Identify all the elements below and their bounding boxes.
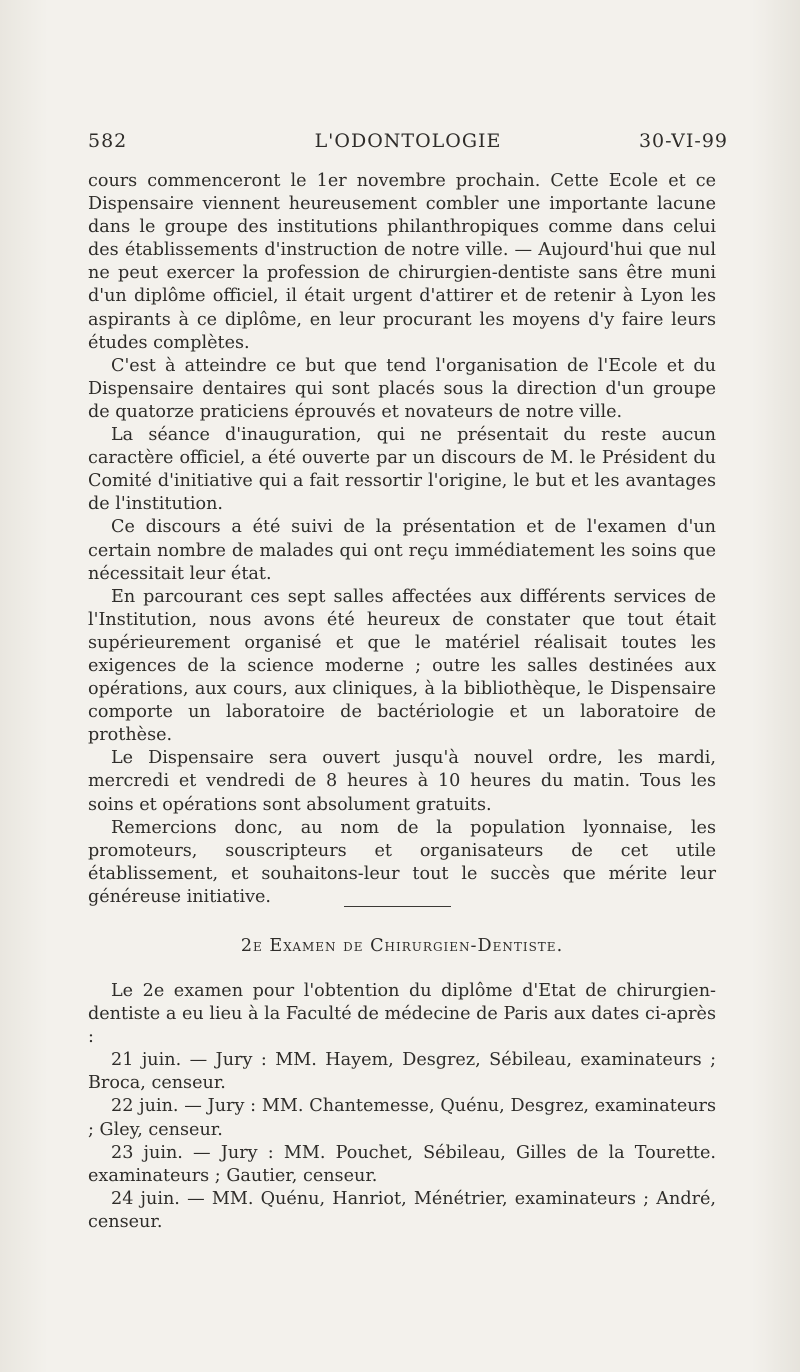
paragraph-3: La séance d'inauguration, qui ne présentait du reste aucun caractère officiel, a été ouverte par un discours de M. le Président du Comité d'initiative qui a fait ressortir l'origine, le but et les avantages de l'institution. bbox=[88, 425, 716, 515]
paragraph-5: En parcourant ces sept salles affectées aux différents services de l'Institution, nous avons été heureux de constater que tout était supérieurement organisé et que le matériel réalisait toutes les exigences de la science moderne ; outre les salles destinées aux opérations, aux cours, aux cliniques, à la bibliothèque, le Dispensaire comporte un laboratoire de bactériologie et un laboratoire de prothèse. bbox=[88, 586, 716, 746]
article-body bbox=[88, 170, 716, 909]
section-paragraph-3: 22 juin. — Jury : MM. Chantemesse, Quénu, Desgrez, examinateurs ; Gley, censeur. bbox=[88, 1096, 716, 1140]
section-paragraph-1: Le 2e examen pour l'obtention du diplôme d'Etat de chirurgien-dentiste a eu lieu à la Faculté de médecine de Paris aux dates ci-après : bbox=[88, 981, 716, 1048]
section-title: 2e Examen de Chirurgien-Dentiste. bbox=[240, 936, 564, 956]
paragraph-2: C'est à atteindre ce but que tend l'organisation de l'Ecole et du Dispensaire dentaires qui sont placés sous la direction d'un groupe de quatorze praticiens éprouvés et novateurs de notre ville. bbox=[88, 355, 716, 422]
paragraph-6: Le Dispensaire sera ouvert jusqu'à nouvel ordre, les mardi, mercredi et vendredi de 8 heures à 10 heures du matin. Tous les soins et opérations sont absolument gratuits. bbox=[88, 748, 716, 815]
page-number: 582 bbox=[88, 130, 128, 152]
issue-date: 30-VI-99 bbox=[638, 130, 728, 152]
paragraph-7: Remercions donc, au nom de la population lyonnaise, les promoteurs, souscripteurs et organisateurs de cet utile établissement, et souhaitons-leur tout le succès que mérite leur généreuse initiative. bbox=[88, 817, 716, 907]
section-paragraph-5: 24 juin. — MM. Quénu, Hanriot, Ménétrier, examinateurs ; André, censeur. bbox=[88, 1188, 716, 1232]
paragraph-4: Ce discours a été suivi de la présentation et de l'examen d'un certain nombre de malades qui ont reçu immédiatement les soins que nécessitait leur état. bbox=[88, 517, 716, 584]
paragraph-1: cours commenceront le 1er novembre prochain. Cette Ecole et ce Dispensaire viennent heureusement combler une importante lacune dans le groupe des institutions philanthropiques comme dans celui des établissements d'instruction de notre ville. — Aujourd'hui que nul ne peut exercer la profession de chirurgien-dentiste sans être muni d'un diplôme officiel, il était urgent d'attirer et de retenir à Lyon les aspirants à ce diplôme, en leur procurant les moyens d'y faire leurs études complètes. bbox=[88, 171, 716, 353]
section-paragraph-4: 23 juin. — Jury : MM. Pouchet, Sébileau, Gilles de la Tourette. examinateurs ; Gautier, censeur. bbox=[88, 1142, 716, 1186]
section-body bbox=[88, 980, 716, 1234]
journal-title: L'ODONTOLOGIE bbox=[314, 130, 502, 152]
section-paragraph-2: 21 juin. — Jury : MM. Hayem, Desgrez, Sébileau, examinateurs ; Broca, censeur. bbox=[88, 1050, 716, 1094]
section-divider bbox=[344, 906, 451, 907]
